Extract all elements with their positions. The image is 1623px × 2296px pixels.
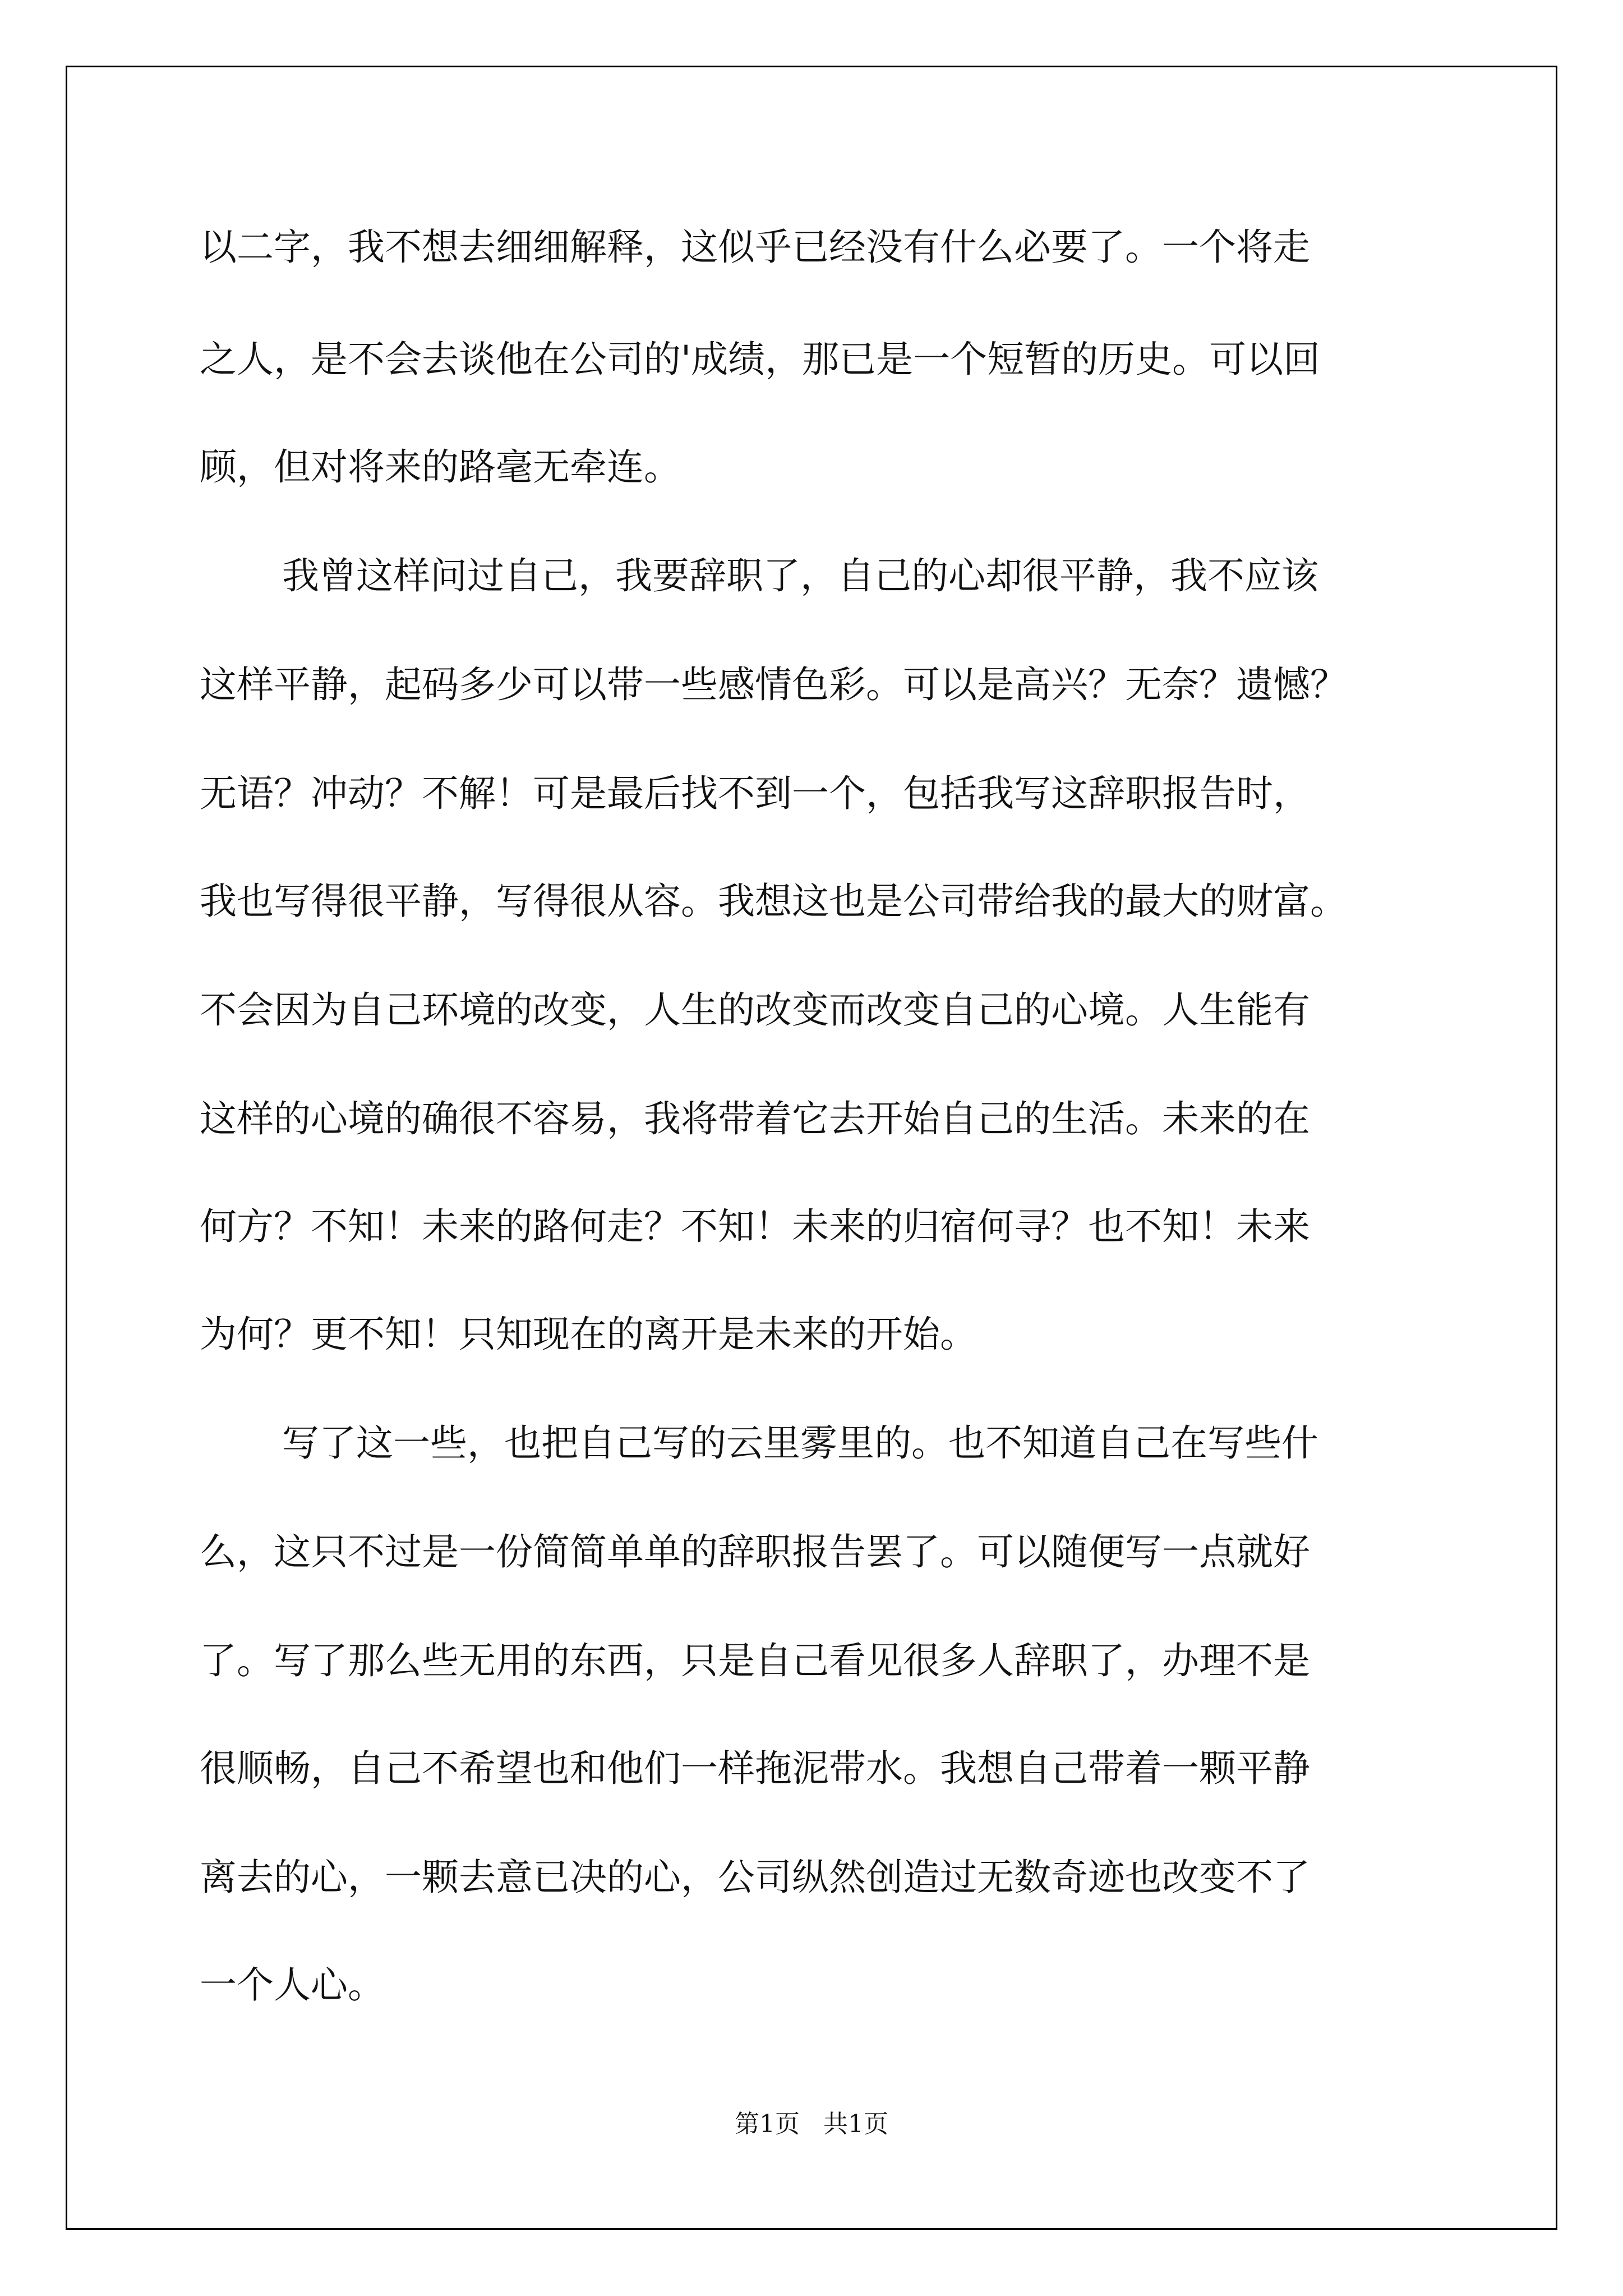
paragraph-2-line-3: 无语？冲动？不解！可是最后找不到一个，包括我写这辞职报告时， xyxy=(200,772,1310,815)
paragraph-3-line-6: 一个人心。 xyxy=(200,1963,385,2007)
paragraph-3-line-4: 很顺畅，自己不希望也和他们一样拖泥带水。我想自己带着一颗平静 xyxy=(200,1747,1310,1790)
paragraph-3-line-2: 么，这只不过是一份简简单单的辞职报告罢了。可以随便写一点就好 xyxy=(200,1530,1310,1573)
page-number-footer: 第1页 共1页 xyxy=(735,2110,888,2138)
paragraph-2-line-7: 何方？不知！未来的路何走？不知！未来的归宿何寻？也不知！未来 xyxy=(200,1205,1310,1248)
paragraph-2-line-1: 我曾这样问过自己，我要辞职了，自己的心却很平静，我不应该 xyxy=(282,554,1318,597)
paragraph-1-line-2: 之人，是不会去谈他在公司的'成绩，那已是一个短暂的历史。可以回 xyxy=(200,338,1321,381)
paragraph-3-line-5: 离去的心，一颗去意已决的心，公司纵然创造过无数奇迹也改变不了 xyxy=(200,1856,1310,1899)
paragraph-2-line-8: 为何？更不知！只知现在的离开是未来的开始。 xyxy=(200,1313,977,1356)
paragraph-2-line-5: 不会因为自己环境的改变，人生的改变而改变自己的心境。人生能有 xyxy=(200,988,1310,1032)
paragraph-2-line-6: 这样的心境的确很不容易，我将带着它去开始自己的生活。未来的在 xyxy=(200,1097,1310,1140)
paragraph-1-line-1: 以二字，我不想去细细解释，这似乎已经没有什么必要了。一个将走 xyxy=(200,226,1310,269)
page-border xyxy=(66,66,1557,2230)
paragraph-3-line-3: 了。写了那么些无用的东西，只是自己看见很多人辞职了，办理不是 xyxy=(200,1639,1310,1682)
paragraph-1-line-3: 顾，但对将来的路毫无牵连。 xyxy=(200,445,681,489)
paragraph-2-line-4: 我也写得很平静，写得很从容。我想这也是公司带给我的最大的财富。 xyxy=(200,880,1347,923)
paragraph-2-line-2: 这样平静，起码多少可以带一些感情色彩。可以是高兴？无奈？遗憾？ xyxy=(200,663,1347,706)
paragraph-3-line-1: 写了这一些，也把自己写的云里雾里的。也不知道自己在写些什 xyxy=(282,1421,1318,1465)
